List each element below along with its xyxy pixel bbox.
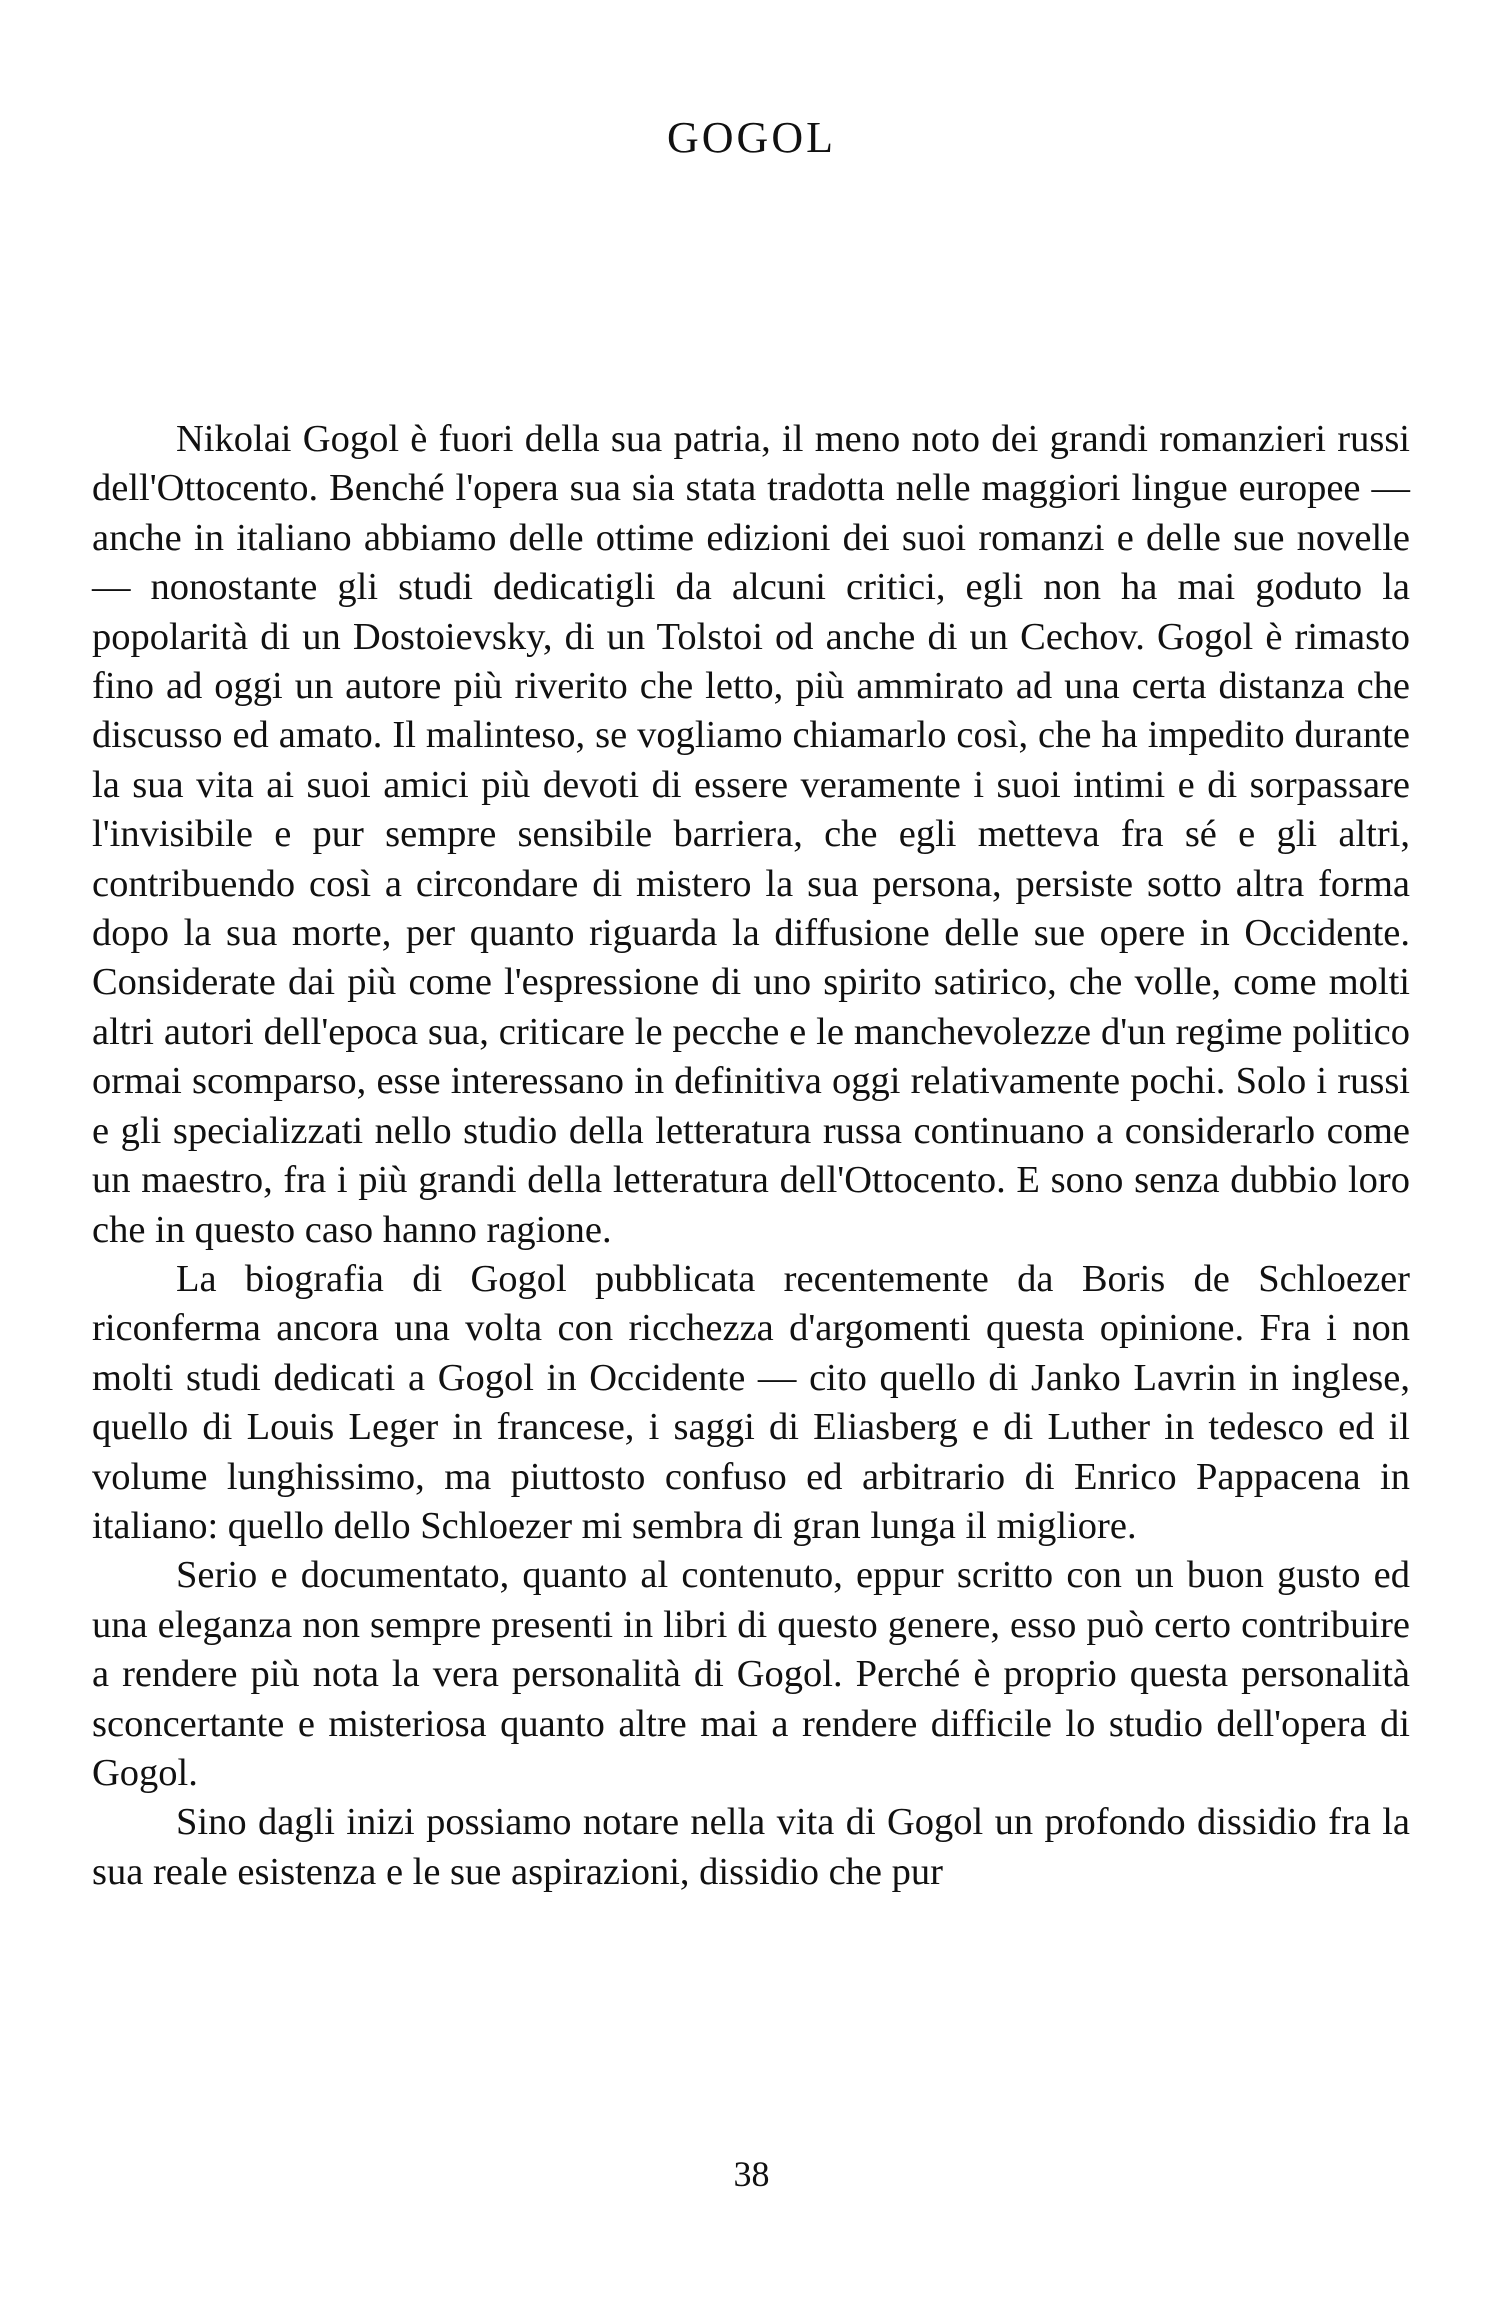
paragraph-1: Nikolai Gogol è fuori della sua patria, il meno noto dei grandi romanzieri russi dell'Ottocento. Benché l'opera sua sia stata tradotta nelle maggiori lingue europee — anche in italiano abbiamo delle ottime edizioni dei suoi romanzi e delle sue novelle — nonostante gli studi dedicatigli da alcuni critici, egli non ha mai goduto la popolarità di un Dostoievsky, di un Tolstoi od anche di un Cechov. Gogol è rimasto fino ad oggi un autore più riverito che letto, più ammirato ad una certa distanza che discusso ed amato. Il malinteso, se vogliamo chiamarlo così, che ha impedito durante la sua vita ai suoi amici più devoti di essere veramente i suoi intimi e di sorpassare l'invisibile e pur sempre sensibile barriera, che egli metteva fra sé e gli altri, contribuendo così a circondare di mistero la sua persona, persiste sotto altra forma dopo la sua morte, per quanto riguarda la diffusione delle sue opere in Occidente. Considerate dai più come l'espressione di uno spirito satirico, che volle, come molti altri autori dell'epoca sua, criticare le pecche e le manchevolezze d'un regime politico ormai scomparso, esse interessano in definitiva oggi relativamente pochi. Solo i russi e gli specializzati nello studio della letteratura russa continuano a considerarlo come un maestro, fra i più grandi della letteratura dell'Ottocento. E sono senza dubbio loro che in questo caso hanno ragione. (92, 418, 1410, 1251)
running-title: GOGOL (667, 113, 836, 162)
page-number: 38 (733, 2154, 770, 2194)
body-text (92, 415, 1410, 1897)
paragraph-3: Serio e documentato, quanto al contenuto, eppur scritto con un buon gusto ed una eleganza non sempre presenti in libri di questo genere, esso può certo contribuire a rendere più nota la vera personalità di Gogol. Perché è proprio questa personalità sconcertante e misteriosa quanto altre mai a rendere difficile lo studio dell'opera di Gogol. (92, 1554, 1410, 1794)
paragraph-2: La biografia di Gogol pubblicata recentemente da Boris de Schloezer riconferma ancora una volta con ricchezza d'argomenti questa opinione. Fra i non molti studi dedicati a Gogol in Occidente — cito quello di Janko Lavrin in inglese, quello di Louis Leger in francese, i saggi di Eliasberg e di Luther in tedesco ed il volume lunghissimo, ma piuttosto confuso ed arbitrario di Enrico Pappacena in italiano: quello dello Schloezer mi sembra di gran lunga il migliore. (92, 1257, 1410, 1547)
paragraph-4: Sino dagli inizi possiamo notare nella vita di Gogol un profondo dissidio fra la sua reale esistenza e le sue aspirazioni, dissidio che pur (92, 1801, 1410, 1893)
